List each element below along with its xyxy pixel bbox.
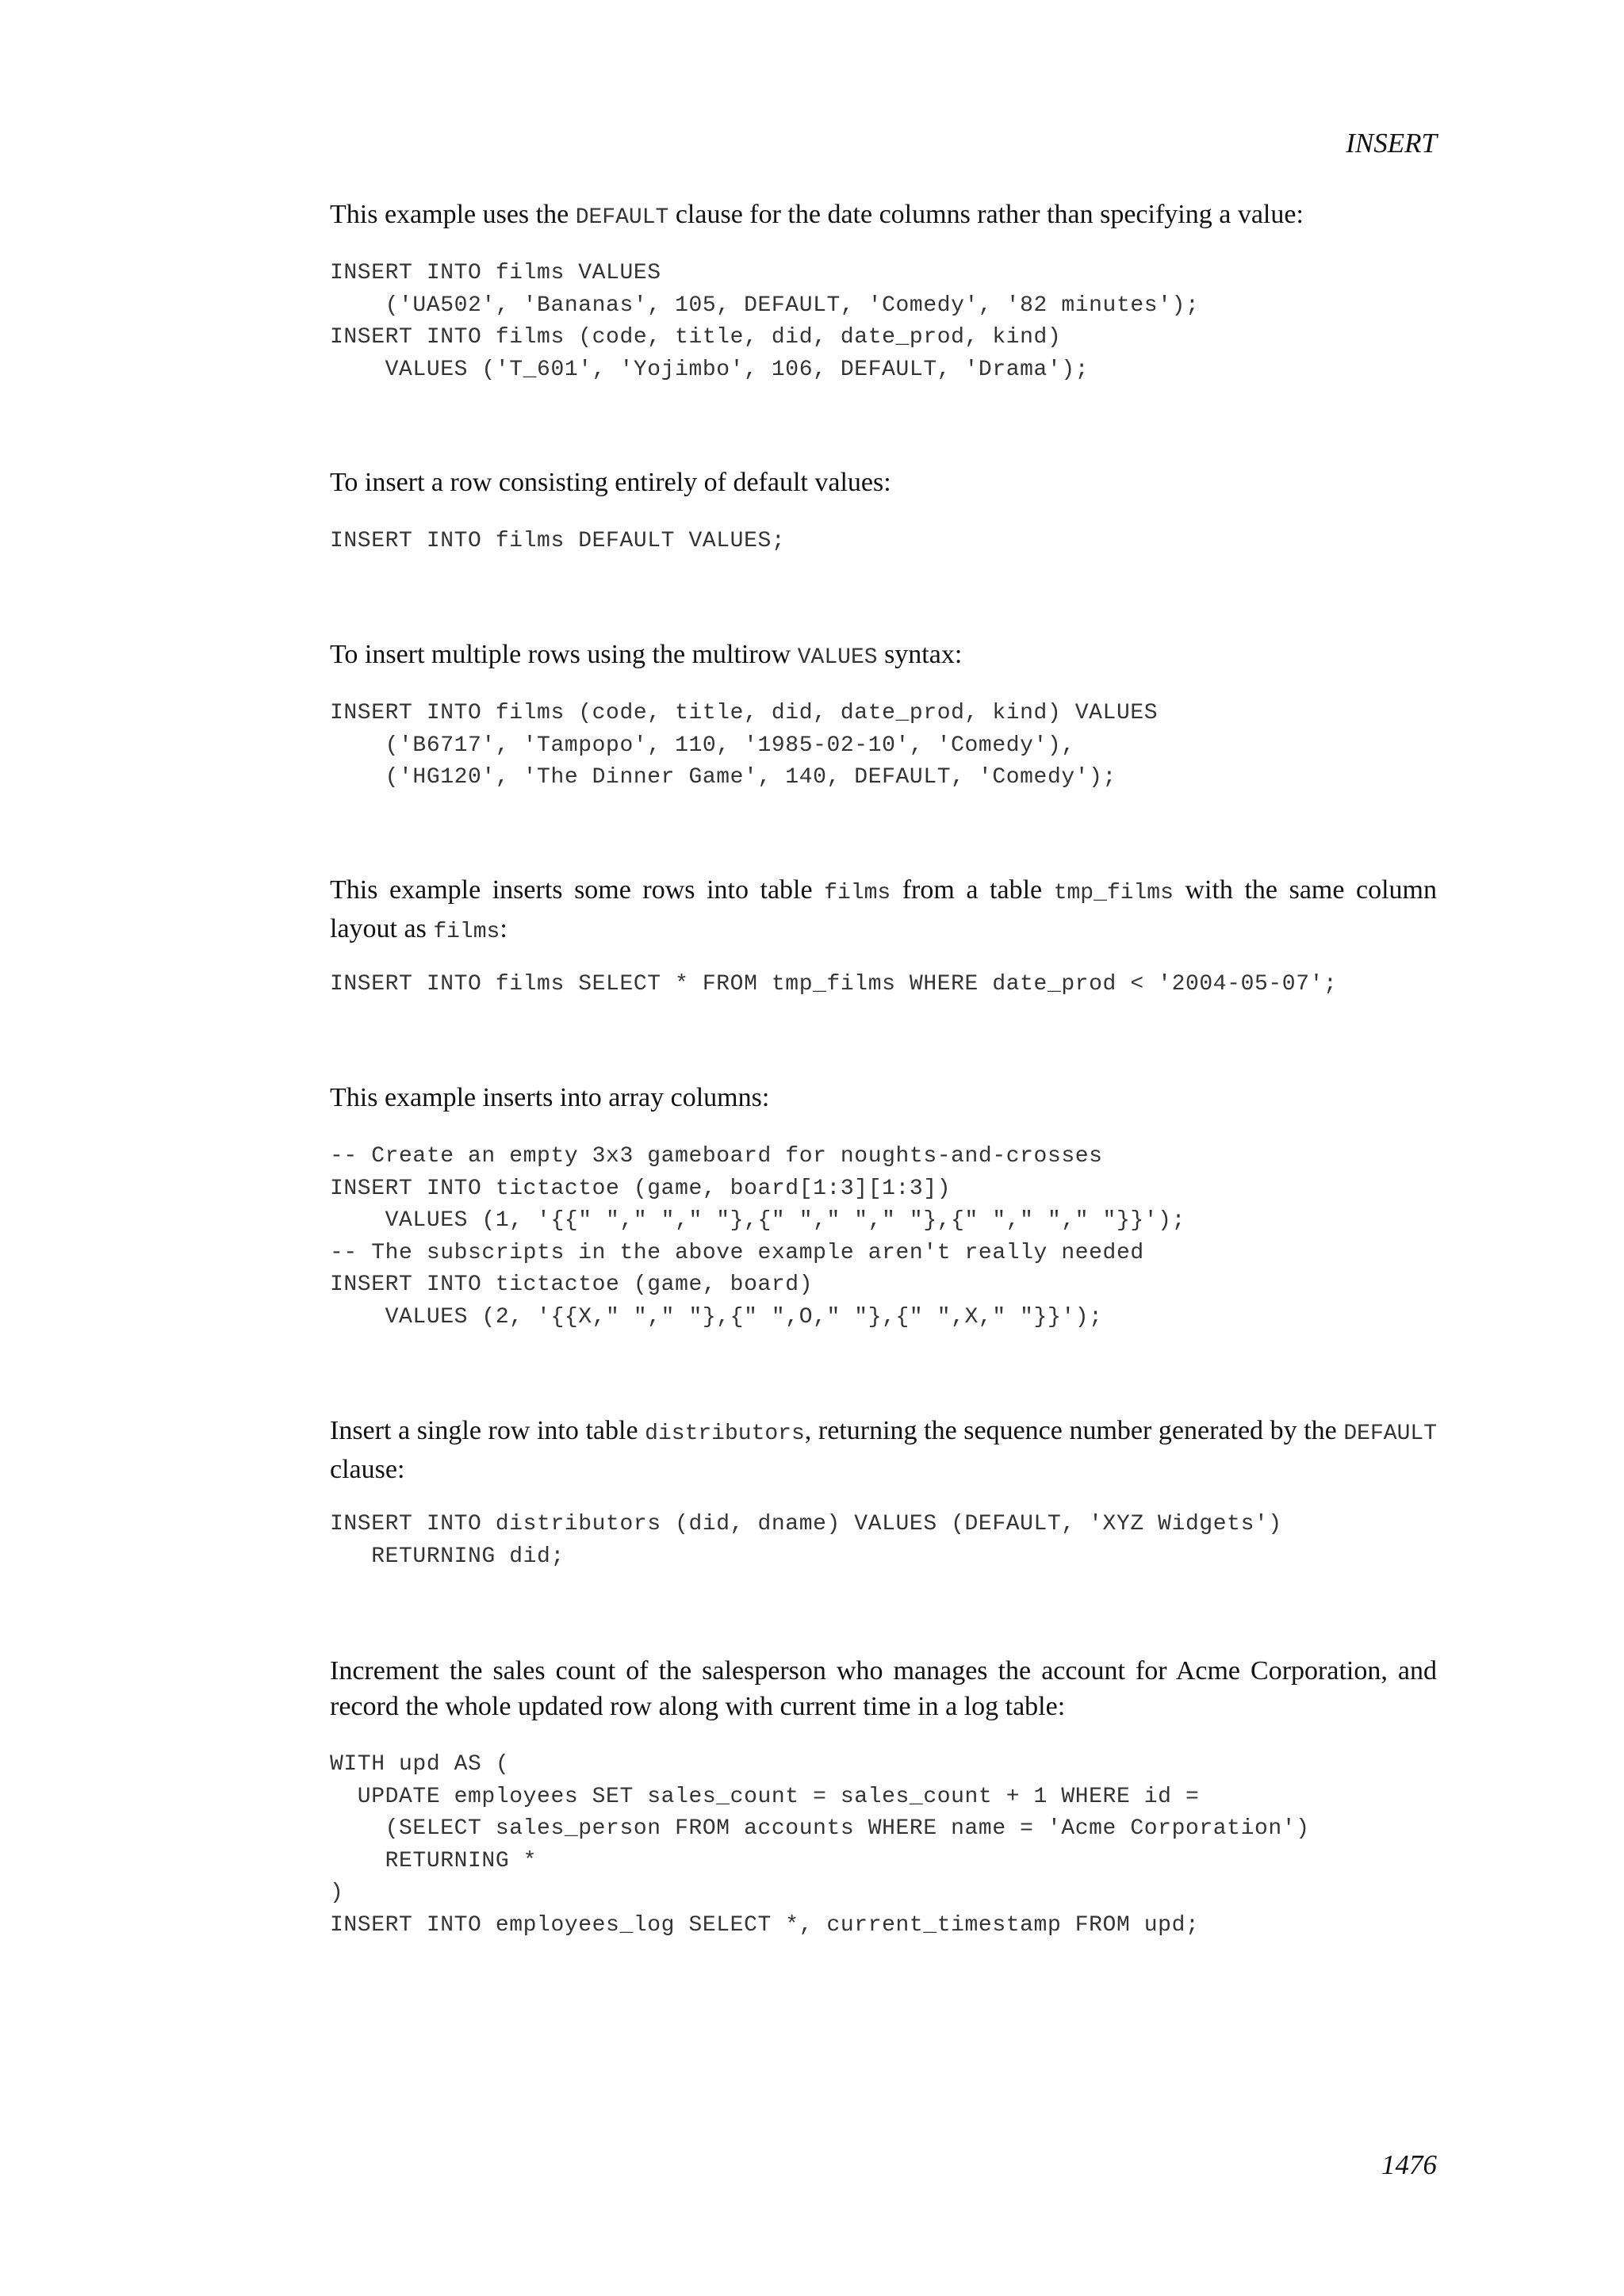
code-block-multirow-values: INSERT INTO films (code, title, did, date_prod, kind) VALUES ('B6717', 'Tampopo', 110, '1985-02-10', 'Comedy'), ('HG120', 'The Dinner Game', 140, DEFAULT, 'Comedy'); [330,701,1159,790]
code-block-with-update: WITH upd AS ( UPDATE employees SET sales_count = sales_count + 1 WHERE id = (SELECT sales_person FROM accounts WHERE name = 'Acme Corporation') RETURNING * ) INSERT INTO employees_log SELECT *, current_timestamp FROM upd; [330,1752,1310,1938]
paragraph-multirow-values [330,637,1437,675]
inline-code: films [433,920,500,944]
text-span: syntax: [877,640,963,669]
paragraph-with-update: Increment the sales count of the salesperson who manages the account for Acme Corporation, and record the whole updated row along with current time in a log table: [330,1656,1437,1721]
text-span: clause for the date columns rather than specifying a value: [668,200,1304,229]
paragraph-default-values: To insert a row consisting entirely of default values: [330,468,891,497]
code-block-insert-select: INSERT INTO films SELECT * FROM tmp_films WHERE date_prod < '2004-05-07'; [330,972,1338,997]
code-block-array-columns: -- Create an empty 3x3 gameboard for noughts-and-crosses INSERT INTO tictactoe (game, board[1:3][1:3]) VALUES (1, '{{" "," "," "},{" "," "," "},{" "," "," "}}'); -- The subscripts in the above example aren't really needed INSERT INTO tictactoe (game, board) VALUES (2, '{{X," "," "},{" ",O," "},{" ",X," "}}'); [330,1144,1185,1330]
text-span: : [500,914,508,943]
paragraph-array-columns: This example inserts into array columns: [330,1083,770,1112]
paragraph-returning [330,1413,1437,1487]
text-span: with the same column layout as [330,875,1437,943]
paragraph-default-clause [330,197,1437,235]
text-span: Insert a single row into table [330,1416,645,1445]
inline-code: DEFAULT [575,205,669,230]
inline-code: tmp_films [1053,881,1174,905]
inline-code: VALUES [797,645,878,670]
inline-code: distributors [645,1422,805,1446]
code-block-default-values: INSERT INTO films DEFAULT VALUES; [330,529,786,553]
running-header: INSERT [1346,128,1437,159]
text-span: This example inserts some rows into table [330,875,825,905]
inline-code: films [824,881,891,905]
text-span: from a table [891,875,1054,905]
inline-code: DEFAULT [1343,1422,1437,1446]
text-span: To insert multiple rows using the multirow [330,640,798,669]
text-span: This example uses the [330,200,576,229]
document-page [330,0,1437,2296]
page-number: 1476 [1381,2149,1437,2180]
code-block-default-clause: INSERT INTO films VALUES ('UA502', 'Bananas', 105, DEFAULT, 'Comedy', '82 minutes'); INSERT INTO films (code, title, did, date_prod, kind) VALUES ('T_601', 'Yojimbo', 106, DEFAULT, 'Drama'); [330,261,1200,382]
text-span: , returning the sequence number generated by the [804,1416,1344,1445]
paragraph-insert-select [330,872,1437,950]
text-span: clause: [330,1455,405,1484]
code-block-returning: INSERT INTO distributors (did, dname) VALUES (DEFAULT, 'XYZ Widgets') RETURNING did; [330,1512,1282,1569]
